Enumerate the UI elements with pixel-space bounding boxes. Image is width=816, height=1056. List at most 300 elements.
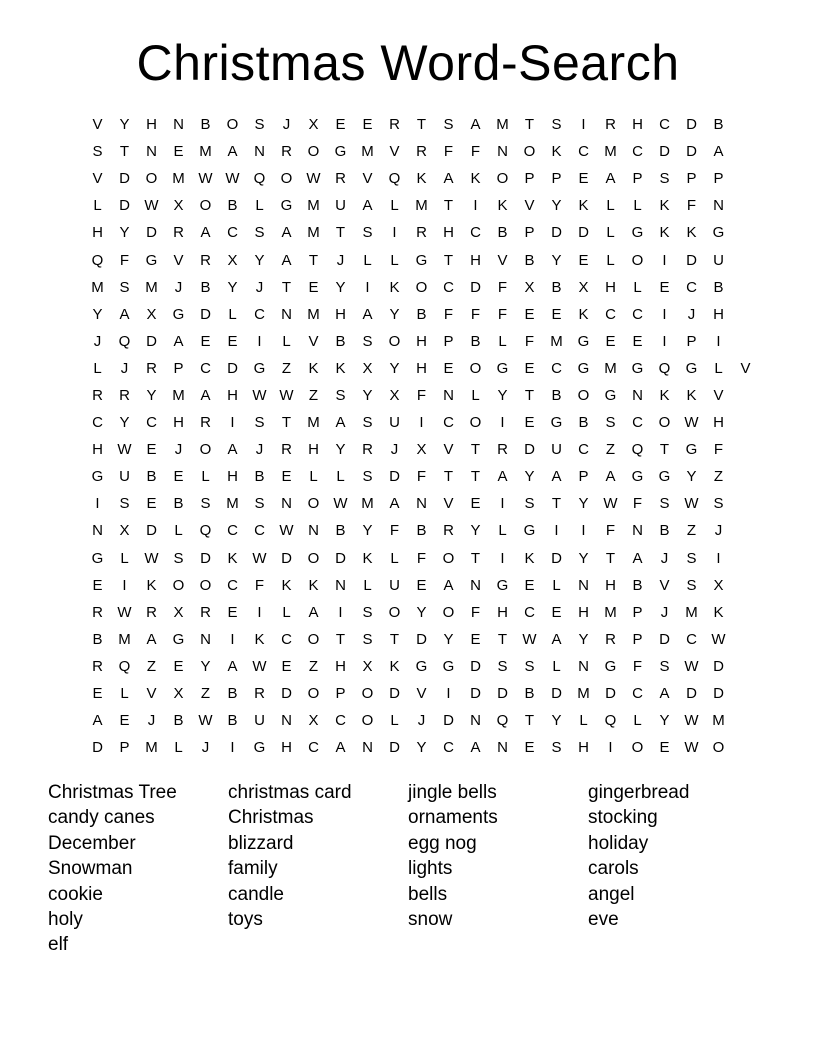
grid-letter: N (470, 712, 481, 730)
grid-letter: B (416, 305, 427, 323)
grid-letter: H (713, 414, 724, 432)
grid-letter: H (92, 224, 103, 242)
grid-letter: Y (578, 630, 589, 648)
grid-letter: V (713, 386, 724, 404)
grid-letter: A (308, 603, 319, 621)
grid-letter: L (390, 197, 399, 215)
grid-letter: B (254, 468, 265, 486)
grid-letter: H (605, 278, 616, 296)
grid-letter: I (662, 251, 667, 269)
grid-letter: B (146, 468, 157, 486)
grid-letter: K (524, 549, 535, 567)
grid-letter: W (711, 630, 726, 648)
grid-letter: H (497, 603, 508, 621)
grid-letter: F (443, 305, 454, 323)
grid-letter: U (254, 712, 265, 730)
grid-letter: H (308, 441, 319, 459)
word-list-item: blizzard (228, 832, 294, 854)
grid-letter: C (227, 576, 238, 594)
word-list-item: christmas card (228, 782, 352, 803)
word-list-item: toys (228, 909, 263, 931)
grid-letter: L (633, 197, 642, 215)
grid-letter: A (470, 116, 481, 134)
grid-letter: S (362, 224, 373, 242)
grid-letter: I (230, 414, 235, 432)
grid-letter: N (497, 143, 508, 161)
grid-letter: O (442, 549, 455, 567)
grid-letter: I (608, 739, 613, 757)
grid-letter: G (523, 522, 536, 540)
grid-letter: F (119, 251, 130, 269)
grid-letter: O (388, 332, 401, 350)
grid-letter: E (200, 332, 211, 350)
grid-letter: S (443, 116, 454, 134)
word-list-item: candle (228, 883, 284, 905)
grid-letter: M (361, 143, 374, 161)
grid-letter: K (362, 549, 373, 567)
grid-letter: I (716, 549, 721, 567)
grid-letter: E (335, 116, 346, 134)
grid-letter: N (632, 386, 643, 404)
grid-letter: K (281, 576, 292, 594)
grid-letter: J (390, 441, 399, 459)
grid-letter: M (226, 495, 239, 513)
word-list-item: Snowman (48, 858, 133, 880)
grid-letter: V (146, 685, 157, 703)
grid-letter: N (281, 495, 292, 513)
grid-letter: J (660, 603, 669, 621)
grid-letter: K (497, 197, 508, 215)
grid-letter: U (551, 441, 562, 459)
grid-letter: N (416, 495, 427, 513)
grid-letter: D (659, 630, 670, 648)
grid-letter: V (443, 495, 454, 513)
grid-letter: M (496, 116, 509, 134)
grid-letter: M (415, 197, 428, 215)
grid-letter: P (551, 170, 562, 188)
grid-letter: Y (200, 657, 211, 675)
grid-row (84, 680, 759, 707)
grid-letter: E (524, 359, 535, 377)
grid-letter: D (686, 116, 697, 134)
grid-letter: B (659, 522, 670, 540)
grid-letter: G (415, 657, 428, 675)
grid-letter: E (659, 278, 670, 296)
grid-letter: N (308, 522, 319, 540)
grid-letter: B (173, 712, 184, 730)
grid-letter: O (361, 685, 374, 703)
word-list-item: stocking (588, 807, 658, 829)
grid-letter: C (254, 522, 265, 540)
grid-letter: T (659, 441, 670, 459)
grid-letter: X (578, 278, 589, 296)
grid-letter: V (92, 116, 103, 134)
grid-letter: T (281, 414, 292, 432)
grid-letter: G (577, 359, 590, 377)
grid-letter: P (173, 359, 184, 377)
grid-letter: L (390, 712, 399, 730)
grid-letter: N (200, 630, 211, 648)
grid-letter: A (335, 414, 346, 432)
grid-letter: Q (118, 657, 131, 675)
grid-letter: P (686, 332, 697, 350)
grid-letter: S (551, 739, 562, 757)
grid-letter: P (335, 685, 346, 703)
grid-letter: B (632, 576, 643, 594)
grid-letter: G (631, 359, 644, 377)
grid-letter: D (416, 630, 427, 648)
grid-letter: E (119, 712, 130, 730)
grid-letter: E (605, 332, 616, 350)
grid-letter: K (308, 576, 319, 594)
grid-letter: G (685, 359, 698, 377)
grid-letter: E (227, 332, 238, 350)
grid-letter: H (605, 576, 616, 594)
grid-letter: S (254, 414, 265, 432)
grid-row (84, 517, 759, 544)
grid-row (84, 734, 759, 761)
grid-letter: A (389, 495, 400, 513)
grid-letter: L (255, 197, 264, 215)
grid-letter: C (632, 414, 643, 432)
grid-letter: Y (578, 549, 589, 567)
grid-letter: Y (119, 116, 130, 134)
grid-letter: S (254, 495, 265, 513)
grid-letter: E (524, 739, 535, 757)
grid-letter: L (606, 224, 615, 242)
word-column (228, 780, 408, 958)
grid-letter: D (524, 441, 535, 459)
grid-letter: Y (578, 495, 589, 513)
grid-letter: T (416, 116, 427, 134)
grid-letter: C (146, 414, 157, 432)
grid-row (84, 301, 759, 328)
grid-letter: J (660, 549, 669, 567)
grid-letter: G (415, 251, 428, 269)
grid-letter: F (416, 468, 427, 486)
grid-letter: N (146, 143, 157, 161)
grid-letter: O (442, 603, 455, 621)
grid-letter: G (712, 224, 725, 242)
grid-letter: L (390, 251, 399, 269)
grid-letter: X (308, 712, 319, 730)
grid-letter: Y (227, 278, 238, 296)
grid-row (84, 409, 759, 436)
grid-letter: R (362, 441, 373, 459)
grid-letter: O (388, 603, 401, 621)
word-list-item: Christmas Tree (48, 782, 177, 803)
grid-letter: M (91, 278, 104, 296)
grid-letter: M (145, 739, 158, 757)
grid-letter: W (684, 495, 699, 513)
grid-letter: A (281, 224, 292, 242)
grid-letter: A (227, 143, 238, 161)
grid-letter: D (200, 305, 211, 323)
grid-letter: G (172, 305, 185, 323)
grid-letter: G (145, 251, 158, 269)
grid-letter: Z (200, 685, 211, 703)
grid-letter: L (336, 468, 345, 486)
grid-letter: I (500, 549, 505, 567)
grid-letter: W (198, 712, 213, 730)
grid-letter: D (659, 143, 670, 161)
grid-row (84, 219, 759, 246)
grid-letter: G (280, 197, 293, 215)
grid-letter: K (470, 170, 481, 188)
grid-letter: O (199, 197, 212, 215)
grid-letter: L (606, 197, 615, 215)
grid-letter: K (659, 197, 670, 215)
grid-letter: C (335, 712, 346, 730)
grid-letter: D (443, 712, 454, 730)
grid-letter: I (581, 116, 586, 134)
word-list-item: December (48, 832, 136, 854)
grid-letter: Y (497, 386, 508, 404)
grid-row (84, 138, 759, 165)
grid-letter: H (578, 739, 589, 757)
grid-letter: O (361, 712, 374, 730)
grid-letter: Q (91, 251, 104, 269)
grid-letter: Z (281, 359, 292, 377)
grid-letter: B (335, 522, 346, 540)
grid-letter: O (631, 251, 644, 269)
grid-letter: L (228, 305, 237, 323)
grid-letter: K (389, 278, 400, 296)
grid-letter: V (524, 197, 535, 215)
grid-letter: F (470, 603, 481, 621)
grid-letter: S (659, 657, 670, 675)
grid-letter: Y (686, 468, 697, 486)
grid-letter: Y (335, 441, 346, 459)
grid-letter: J (255, 278, 264, 296)
grid-letter: B (578, 414, 589, 432)
grid-letter: C (632, 685, 643, 703)
grid-letter: G (604, 386, 617, 404)
grid-letter: L (633, 712, 642, 730)
grid-letter: O (172, 576, 185, 594)
grid-letter: D (551, 685, 562, 703)
grid-letter: B (497, 224, 508, 242)
grid-letter: D (470, 685, 481, 703)
grid-letter: C (443, 278, 454, 296)
grid-letter: O (523, 143, 536, 161)
grid-letter: O (658, 414, 671, 432)
grid-letter: C (686, 630, 697, 648)
grid-letter: B (713, 278, 724, 296)
grid-letter: M (712, 712, 725, 730)
grid-letter: C (578, 143, 589, 161)
grid-letter: A (605, 170, 616, 188)
grid-letter: X (173, 685, 184, 703)
grid-row (84, 436, 759, 463)
grid-letter: R (254, 685, 265, 703)
grid-letter: N (632, 522, 643, 540)
grid-letter: C (443, 739, 454, 757)
grid-letter: A (497, 468, 508, 486)
grid-letter: Y (362, 386, 373, 404)
grid-row (84, 274, 759, 301)
grid-letter: J (417, 712, 426, 730)
grid-letter: H (713, 305, 724, 323)
grid-letter: M (361, 495, 374, 513)
grid-letter: C (281, 630, 292, 648)
grid-letter: G (577, 332, 590, 350)
grid-letter: I (392, 224, 397, 242)
page-title: Christmas Word-Search (136, 35, 680, 91)
grid-letter: G (631, 224, 644, 242)
grid-letter: G (442, 657, 455, 675)
grid-letter: X (173, 603, 184, 621)
grid-letter: P (686, 170, 697, 188)
grid-letter: Y (92, 305, 103, 323)
grid-letter: W (252, 657, 267, 675)
grid-letter: C (470, 224, 481, 242)
grid-letter: K (335, 359, 346, 377)
grid-letter: B (335, 332, 346, 350)
word-list-item: bells (408, 883, 448, 905)
grid-letter: E (578, 170, 589, 188)
grid-letter: K (713, 603, 724, 621)
grid-letter: B (470, 332, 481, 350)
grid-letter: E (551, 603, 562, 621)
grid-letter: D (470, 278, 481, 296)
grid-letter: E (308, 278, 319, 296)
grid-letter: T (443, 251, 454, 269)
grid-letter: H (416, 332, 427, 350)
grid-letter: E (524, 305, 535, 323)
grid-letter: A (470, 739, 481, 757)
grid-letter: R (443, 522, 454, 540)
grid-letter: L (498, 522, 507, 540)
grid-letter: I (257, 332, 262, 350)
grid-letter: R (335, 170, 346, 188)
grid-letter: S (497, 657, 508, 675)
grid-letter: K (578, 305, 589, 323)
grid-letter: J (120, 359, 129, 377)
grid-letter: I (95, 495, 100, 513)
grid-letter: A (227, 441, 238, 459)
grid-letter: S (200, 495, 211, 513)
grid-letter: S (524, 495, 535, 513)
grid-letter: U (335, 197, 346, 215)
word-column (48, 780, 228, 958)
grid-letter: F (254, 576, 265, 594)
grid-letter: E (92, 685, 103, 703)
grid-letter: Q (496, 712, 509, 730)
grid-letter: G (253, 739, 266, 757)
grid-letter: T (335, 630, 346, 648)
grid-letter: L (363, 576, 372, 594)
grid-letter: J (336, 251, 345, 269)
grid-letter: Z (146, 657, 157, 675)
grid-letter: A (632, 549, 643, 567)
grid-letter: O (469, 359, 482, 377)
grid-row (84, 572, 759, 599)
grid-letter: P (119, 739, 130, 757)
grid-letter: W (684, 739, 699, 757)
grid-letter: R (146, 603, 157, 621)
grid-letter: S (92, 143, 103, 161)
grid-letter: I (419, 414, 424, 432)
grid-letter: Y (470, 522, 481, 540)
grid-letter: R (92, 386, 103, 404)
grid-letter: I (446, 685, 451, 703)
grid-letter: J (201, 739, 210, 757)
grid-letter: G (334, 143, 347, 161)
word-list-item: egg nog (408, 832, 477, 854)
grid-letter: O (415, 278, 428, 296)
grid-letter: Q (631, 441, 644, 459)
grid-letter: R (173, 224, 184, 242)
grid-letter: C (524, 603, 535, 621)
grid-letter: S (254, 116, 265, 134)
grid-letter: A (119, 305, 130, 323)
grid-letter: B (200, 116, 211, 134)
grid-letter: P (524, 224, 535, 242)
grid-letter: K (659, 386, 670, 404)
grid-letter: W (117, 441, 132, 459)
grid-letter: Z (308, 657, 319, 675)
grid-letter: B (551, 386, 562, 404)
word-list-item: jingle bells (408, 782, 497, 803)
grid-letter: T (281, 278, 292, 296)
word-list-item: holiday (588, 832, 649, 854)
grid-letter: I (230, 630, 235, 648)
grid-row (84, 165, 759, 192)
grid-letter: L (633, 278, 642, 296)
grid-letter: C (254, 305, 265, 323)
grid-letter: A (713, 143, 724, 161)
grid-letter: J (714, 522, 723, 540)
grid-letter: Z (308, 386, 319, 404)
grid-letter: E (470, 495, 481, 513)
grid-letter: L (120, 685, 129, 703)
grid-letter: K (254, 630, 265, 648)
grid-letter: X (173, 197, 184, 215)
grid-letter: G (91, 549, 104, 567)
grid-letter: I (122, 576, 127, 594)
grid-letter: X (227, 251, 238, 269)
grid-letter: S (659, 495, 670, 513)
grid-letter: R (497, 441, 508, 459)
grid-letter: R (281, 441, 292, 459)
word-list-item: holy (48, 909, 83, 931)
grid-letter: F (497, 278, 508, 296)
grid-letter: D (389, 468, 400, 486)
grid-letter: N (281, 712, 292, 730)
grid-letter: C (632, 143, 643, 161)
grid-letter: T (335, 224, 346, 242)
grid-letter: V (308, 332, 319, 350)
grid-letter: D (200, 549, 211, 567)
grid-letter: K (686, 386, 697, 404)
grid-letter: M (550, 332, 563, 350)
grid-letter: G (631, 468, 644, 486)
grid-letter: C (605, 305, 616, 323)
grid-letter: X (416, 441, 427, 459)
grid-letter: L (363, 251, 372, 269)
grid-letter: B (173, 495, 184, 513)
grid-letter: S (173, 549, 184, 567)
grid-letter: L (498, 332, 507, 350)
grid-letter: M (307, 224, 320, 242)
grid-letter: S (362, 468, 373, 486)
grid-letter: K (416, 170, 427, 188)
grid-letter: D (578, 224, 589, 242)
grid-letter: A (92, 712, 103, 730)
grid-letter: E (524, 576, 535, 594)
grid-letter: V (173, 251, 184, 269)
